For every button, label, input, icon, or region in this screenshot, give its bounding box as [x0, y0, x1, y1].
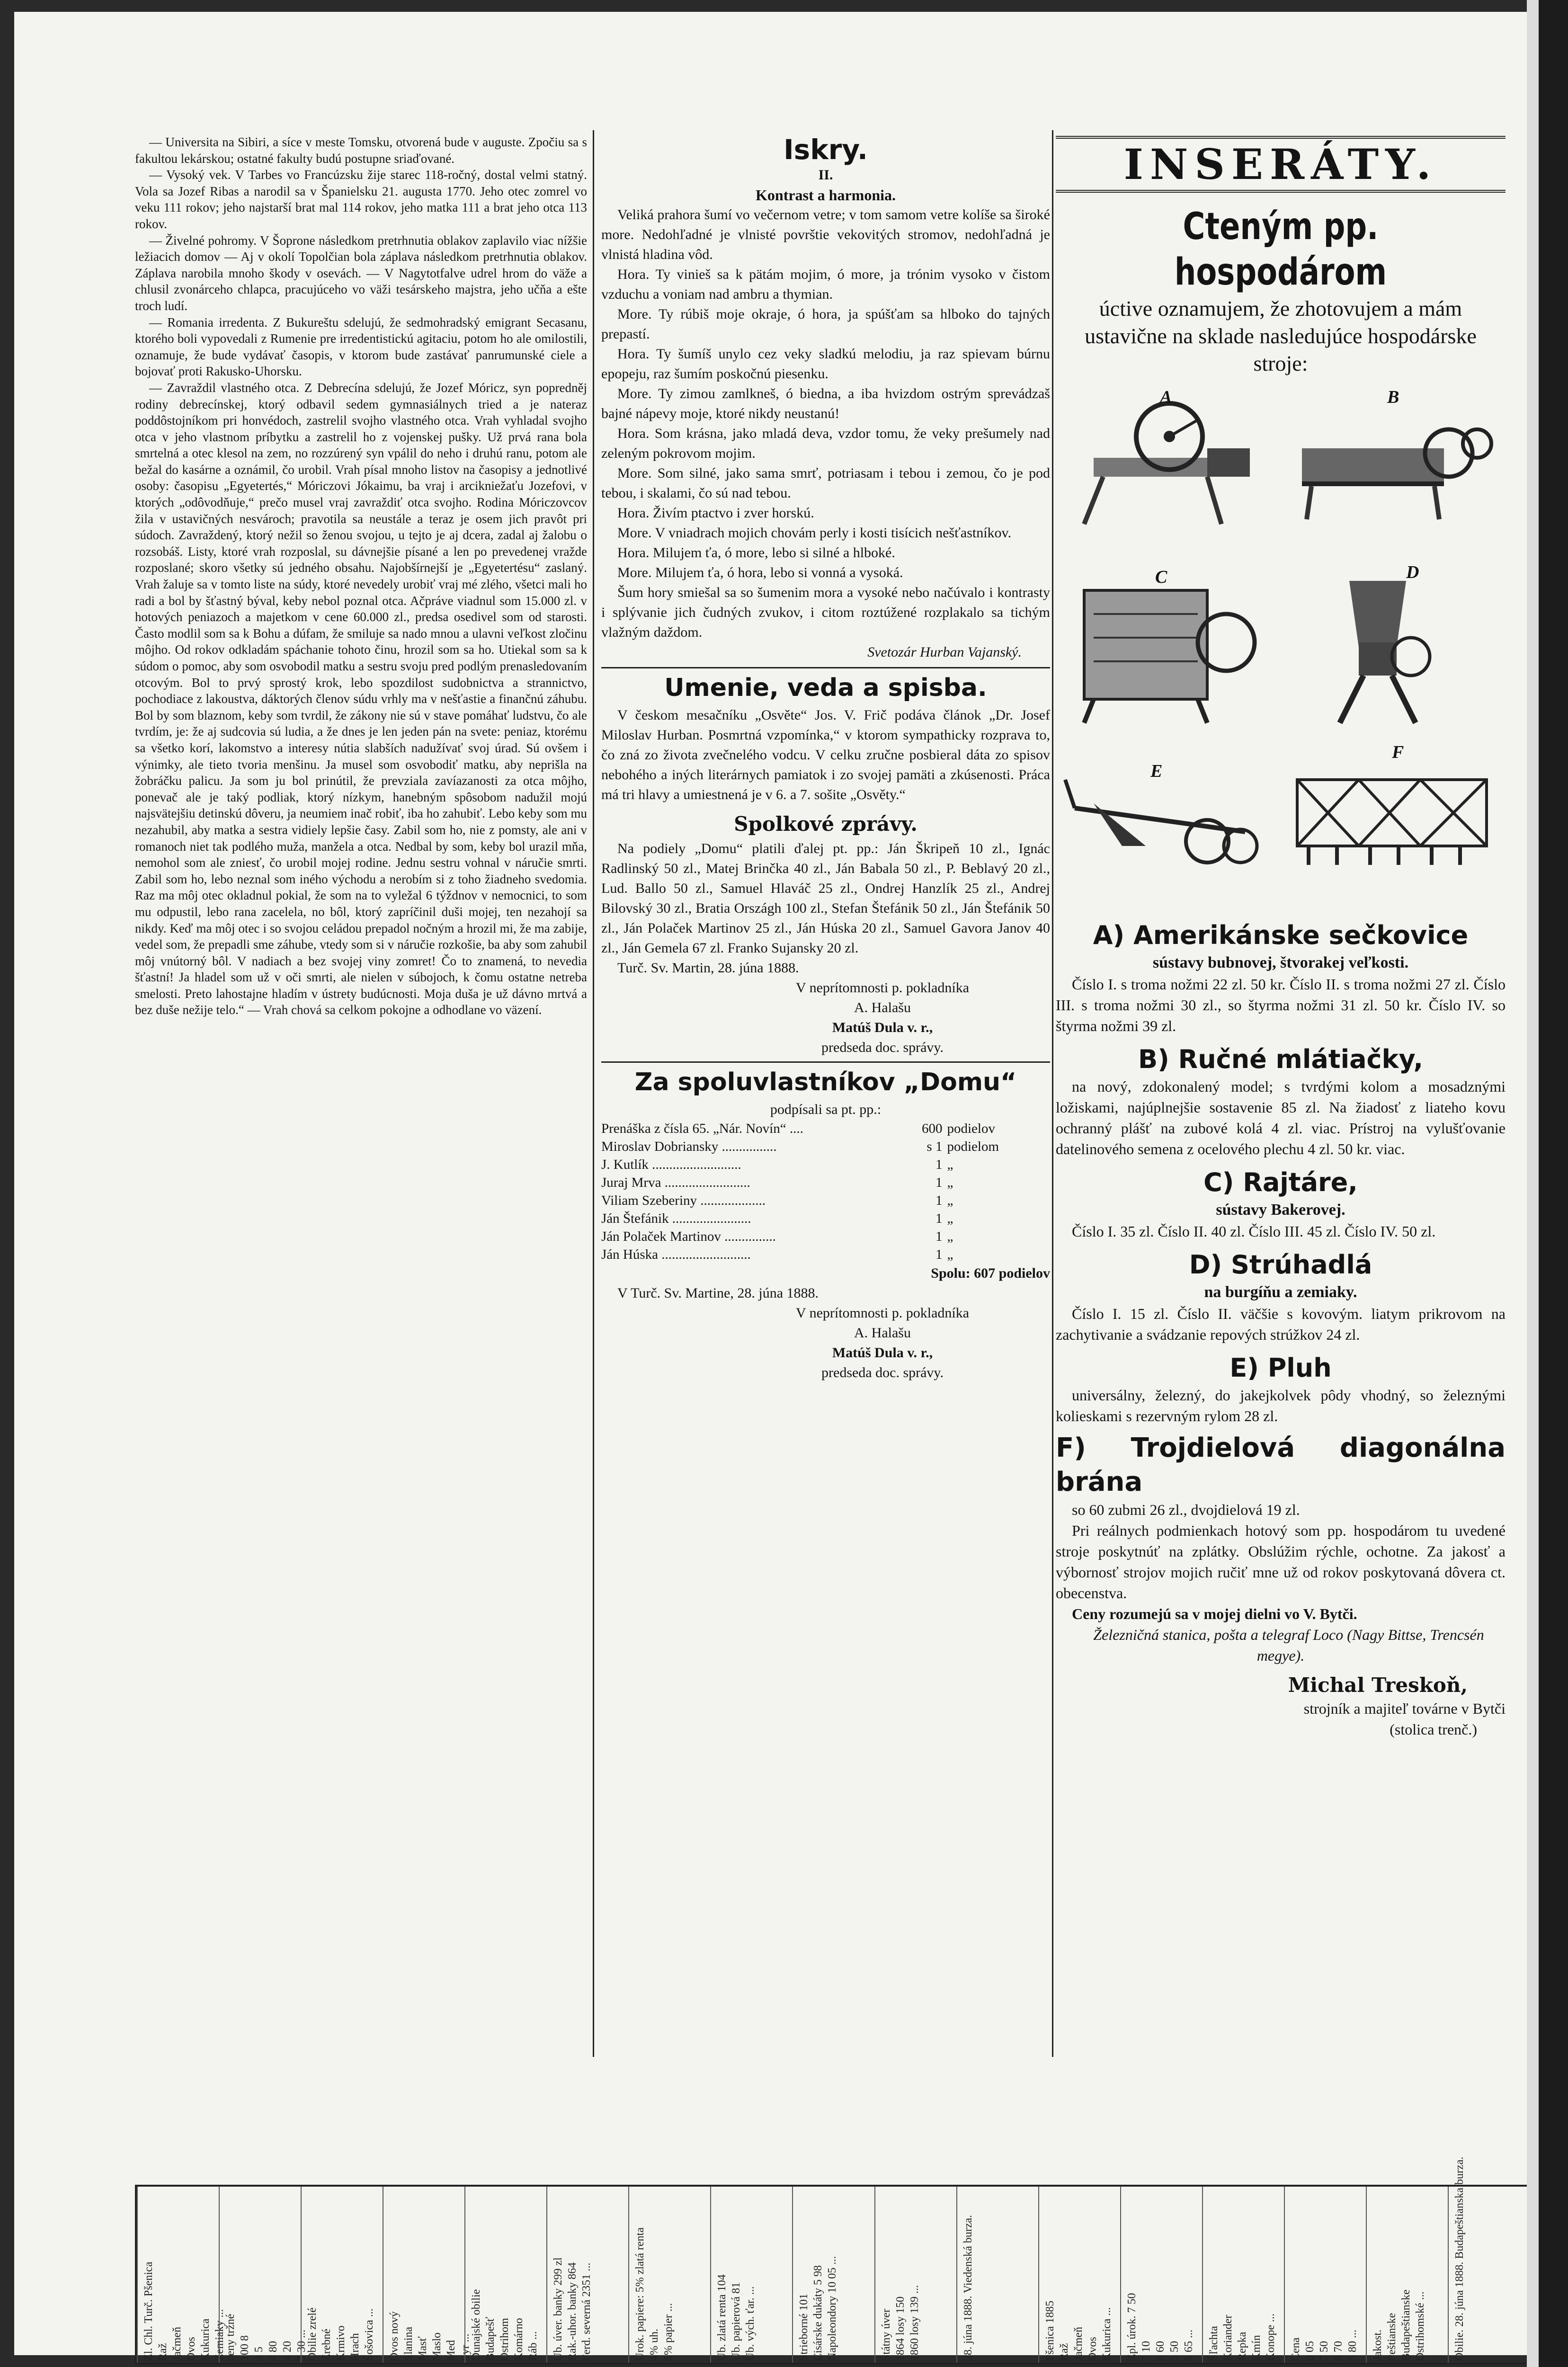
umenie-title: Umenie, veda a spisba.: [664, 674, 987, 702]
price-column-text: Šľachta Koriander Repka Kmín Konope ...: [1207, 2314, 1277, 2361]
ad-b-title: B) Ručné mlátiačky,: [1138, 1044, 1423, 1074]
dom-total: Spolu: 607 podielov: [931, 1265, 1050, 1281]
price-column-text: Strieborné 101 Cisárske dukáty 5 98 Napoleondory 10 05 ...: [798, 2256, 839, 2361]
iskry-number: II.: [818, 167, 833, 183]
column-rule: [1052, 130, 1053, 2057]
iskry-text: [601, 205, 1050, 642]
winnowing-machine-illustration: [1065, 567, 1269, 728]
chaff-cutter-illustration: [1065, 387, 1269, 529]
ad-e-title: E) Pluh: [1229, 1353, 1332, 1383]
table-row: Ján Štefánik ....................... 1 „: [601, 1211, 953, 1226]
machine-label: F: [1392, 742, 1404, 762]
news-item-disasters: — Živelné pohromy. V Šoprone následkom pretrhnutia oblakov zaplavilo viac nížšie ležiacich domov — Aj v okolí Topolčian bola záplava následkom pretrhnutia oblakov. Záplava narobila mnoho škody v osevách. — V Nagytotfalve udrel hrom do väže a chlusil zvonárceho chlapca, pracujúceho vo väži tesárskeho majstra, jeho učňa a ešte troch ludí.: [135, 233, 587, 313]
ad-prices-note: Ceny rozumejú sa v mojej dielni vo V. Bytči.: [1072, 1605, 1357, 1622]
iskry-paragraph: More. Ty rúbiš moje okraje, ó hora, ja spúšťam sa hlboko do tajných prepastí.: [601, 306, 1050, 342]
price-column-text: Obilie zrelé Zrebné Krmivo Hrach Šošovica ...: [306, 2307, 376, 2361]
price-column-text: Ub. úver. banky 299 zl Rak.-uhor. banky 864 Ferd. severná 2351 ...: [552, 2257, 593, 2361]
price-column-text: Zl. Chl. Turč. Pšenica Raž Jačmeň Ovos Kukurica Zemiaky ...: [143, 2261, 226, 2361]
spolok-place: Turč. Sv. Martin, 28. júna 1888.: [617, 960, 799, 976]
price-column: [1120, 2187, 1203, 2363]
price-column-text: Obilie. 28. júna 1888. Budapeštianska burza.: [1453, 2156, 1466, 2361]
harrow-illustration: [1288, 742, 1496, 884]
ads-body: [1056, 919, 1506, 1740]
machine-label: E: [1150, 761, 1163, 781]
price-column-text: Cena 8 05 7 50 6 70 5 80 ...: [1289, 2330, 1359, 2361]
dom-sign-line: predseda doc. správy.: [821, 1365, 944, 1380]
machine-label: D: [1406, 562, 1419, 582]
column-rule: [593, 130, 594, 2057]
section-rule: [601, 1061, 1050, 1063]
price-column: [1366, 2187, 1449, 2363]
ad-owner-line: strojník a majiteľ továrne v Bytči: [1303, 1700, 1506, 1717]
ad-title: Cteným pp. hospodárom: [1174, 205, 1387, 294]
dom-sign-name: Matúš Dula v. r.,: [832, 1345, 933, 1361]
price-column-text: Ovos nový Slanina Masť Maslo Med Syr ...: [388, 2311, 472, 2361]
umenie-text: V českom mesačníku „Osvěte“ Jos. V. Frič podáva článok „Dr. Josef Miloslav Hurban. Posmrtná vzpomínka,“ v ktorom sympathicky rozprava to, čo zná zo života zvečnelého vodcu. V celku zručne posbieral dáta zo spisov nebohého a iných literárnych pamiatok i zo svojej pamäti a zkúsenosti. Práca má tri hlavy a umiestnená je v 6. a 7. sošite „Osvěty.“: [601, 707, 1050, 802]
iskry-paragraph: More. Ty zimou zamlkneš, ó biedna, a iba hvizdom ostrým sprevádzaš bajné nápevy moje, ktoré nikdy neustanú!: [601, 386, 1050, 421]
price-column: [1202, 2187, 1285, 2363]
ad-a-subtitle: sústavy bubnovej, štvorakej veľkosti.: [1152, 954, 1409, 971]
news-item-university: — Universita na Sibiri, a síce v meste Tomsku, otvorená bude v auguste. Zpočiu sa s fakultou lekárskou; ostatné fakulty budú postupne sriaďované.: [135, 135, 587, 166]
price-column: [137, 2187, 226, 2363]
spolok-sign-line: A. Halašu: [854, 1000, 911, 1015]
price-column: [956, 2187, 1039, 2363]
ad-f-text: so 60 zubmi 26 zl., dvojdielová 19 zl.: [1072, 1501, 1300, 1518]
table-row: Ján Polaček Martinov ............... 1 „: [601, 1229, 953, 1244]
price-column: [628, 2187, 711, 2363]
dom-table: [601, 1120, 1050, 1264]
ad-d-text: Číslo I. 15 zl. Číslo II. väčšie s kovovým. liatym prikrovom na zachytivanie a svádzanie repových strúžkov 24 zl.: [1056, 1305, 1506, 1343]
ad-d-title: D) Strúhadlá: [1189, 1250, 1372, 1280]
root-grater-illustration: [1292, 562, 1496, 728]
ad-c-subtitle: sústavy Bakerovej.: [1216, 1201, 1345, 1219]
price-column: [1448, 2156, 1531, 2363]
plough-illustration: [1065, 751, 1269, 884]
table-row: Miroslav Dobriansky ................ s 1 podielom: [601, 1139, 999, 1154]
price-column: [464, 2187, 547, 2363]
ad-e-text: universálny, železný, do jakejkolvek pôdy vhodný, so železnými kolieskami s rezervným rylom 28 zl.: [1056, 1387, 1506, 1424]
market-price-table: [135, 2156, 1532, 2365]
table-row: Viliam Szeberiny ................... 1 „: [601, 1193, 953, 1208]
spolok-sign-line: V neprítomnosti p. pokladníka: [795, 980, 970, 996]
news-item-romania: — Romania irredenta. Z Bukureštu sdelujú, že sedmohradský emigrant Secasanu, ktorého boli vypovedali z Rumenie pre irredentistickú agitaciu, potom ho ale omilostili, oznamuje, že bude vydávať časopis, v ktorom bude zastávať panrumunské ciele a bojovať proti Rakusko-Uhorsku.: [135, 315, 587, 379]
iskry-paragraph: Hora. Milujem ťa, ó more, lebo si silné a hlboké.: [617, 545, 895, 561]
iskry-subtitle: Kontrast a harmonia.: [756, 187, 896, 204]
iskry-paragraph: More. V vniadrach mojich chovám perly i kosti tisícich nešťastníkov.: [617, 525, 1012, 541]
iskry-paragraph: More. Som silné, jako sama smrť, potriasam i tebou i zemou, čo je pod tebou, i skalami, čo sú nad tebou.: [601, 465, 1050, 501]
machine-label: C: [1155, 567, 1167, 587]
price-column-text: Zpl. úrok. 7 50 7 10 6 60 5 50 5 65 ...: [1125, 2293, 1195, 2361]
price-column: [219, 2187, 308, 2363]
iskry-paragraph: Hora. Som krásna, jako mladá deva, vzdor tomu, že veky prešumely nad zeleným pokrovom mojim.: [601, 426, 1050, 461]
ad-d-subtitle: na burgíňu a zemiaky.: [1204, 1283, 1357, 1301]
dom-sign-line: V neprítomnosti p. pokladníka: [795, 1305, 970, 1321]
price-column: [792, 2187, 875, 2363]
price-column: [1284, 2187, 1367, 2363]
price-column: [1038, 2187, 1121, 2363]
machine-label: A: [1160, 387, 1172, 407]
price-column: [301, 2187, 383, 2363]
newspaper-page: [14, 12, 1527, 2361]
page-edge-shadow: [1539, 0, 1568, 2367]
dom-sign-line: A. Halašu: [854, 1325, 911, 1341]
price-column-text: Ub. zlatá renta 104 Ub. papierová 81 Ub. vých. ťar. ...: [716, 2274, 757, 2361]
ad-owner-name: Michal Treskoň,: [1288, 1673, 1468, 1697]
ad-intro: úctive oznamujem, že zhotovujem a mám ustavične na sklade nasledujúce hospodárske stroje:: [1085, 296, 1477, 375]
spolok-sign-name: Matúš Dula v. r.,: [832, 1020, 933, 1035]
spolok-sign-line: predseda doc. správy.: [821, 1040, 944, 1055]
price-column-text: Dunajské obilie Budapešť Ostrihom Komárno Ráb ...: [470, 2289, 540, 2361]
price-column-text: ceny tržné 100 8 4 5 4 80 4 20 3 30 ...: [224, 2314, 308, 2361]
middle-column: [601, 134, 1050, 1383]
threshing-machine-illustration: [1292, 387, 1496, 529]
iskry-paragraph: Hora. Ty šumíš unylo cez veky sladkú melodiu, ja raz spievam búrnu epopeju, raz šumím poskočnú piesenku.: [601, 346, 1050, 382]
price-column-text: Jakost. Peštianske Budapeštianske Ostrihomské ...: [1371, 2289, 1426, 2361]
inseraty-column: [1056, 136, 1506, 1740]
table-row: J. Kutlík .......................... 1 „: [601, 1157, 953, 1172]
dom-place: V Turč. Sv. Martine, 28. júna 1888.: [617, 1285, 819, 1301]
ad-c-text: Číslo I. 35 zl. Číslo II. 40 zl. Číslo III. 45 zl. Číslo IV. 50 zl.: [1072, 1223, 1436, 1240]
price-column-text: Štátny úver 1864 losy 150 1860 losy 139 ...: [880, 2285, 921, 2361]
iskry-paragraph: Šum hory smiešal sa so šumenim mora a vysoké nebo načúvalo i kontrasty i splývanie jich čudných zvukov, i citom roztúžené rozplakalo sa tichým vlažným daždom.: [601, 585, 1050, 640]
news-item-murder: — Zavraždil vlastného otca. Z Debrecína sdelujú, že Jozef Móricz, syn popredněj rodiny debrecínskej, ktorý odbavil sedem gymnasiálnych tried a je nateraz poddôstojníkom pri honvédoch, zastrelil svojho vlastného otca. Vrah vyhladal svojho otca v jeho vlastnom príbytku a zastrelil ho z vojenskej pušky. Už prvá rana bola smrtelná a otec klesol na zem, no rozzúrený syn vpálil do neho i druhú ranu, potom ale bežal do kasárne a oznámil, čo urobil. Vrah písal mnoho listov na časopisy a jednotlivé osoby: časopisu „Egyetertés,“ Móriczovi Jókaimu, ba vraj i arcikniežaťu Jozefovi, v ktorých „odôvodňuje,“ prečo musel vraj zavraždiť otca svojho. Rodina Móriczovcov žila v ustavičných nesvároch; pravotila sa neustále a teraz je osem jich pravôt pri súdoch. Zavraždený, ktorý nežil so ženou svojou, u tejto je aj dcera, zadal aj žalobu o rozsobáš. Listy, ktoré vrah rozposlal, su dávnejšie písané a len po prevedenej vražde rozposlané; skoro všetky sú jedného obsahu. Najobšírnejší je „Egyetertésu“ zaslaný. Vrah žaluje sa v tomto liste na súdy, ktoré nevedely urobiť vraj mé zlého, všetci mali ho radi a bol by šťastný býval, keby nebol poznal otca. Ačpráve viadnul som 15.000 zl. v hotových peniazoch a majetkom v cene 60.000 zl., predsa osedivel som od starosti. Často modlil som sa k Bohu a dúfam, že smiluje sa nado mnou a ulavni veľkost zločinu môjho. Od rokov odkladám spáchanie tohoto činu, hrozil som sa ho. Utiekal som sa k súdom o pomoc, aby som osvobodil matku a sestru svoju pred podlým prenasledovaním otcovým. Bol to prvý sprostý krok, lebo spozdilost sudobnictva a strannictvo, pochodiace z lakoustva, dáktorých členov súdu vrhly ma v nešťastie a finančnú záhubu. Bol by som blaznom, keby som tvrdil, že zákony nie sú v stave pomáhať ludstvu, čo ale tvrdím, je: že aj sudcovia sú ludia, a že dnes je len jeden pán na svete: peniaz, ktorému sa všetko korí, lakomstvo a interesy nútia slabších nadužívať svoj úrad. Sú ovšem i výnimky, ale tieto tvoria menšinu. Ja musel som osvobodiť matku, aby neprišla na žobráčku palicu. Ja som ju bol prinútil, že prevziala zavíazanosti za otca môjho, ponevač ale je taký podliak, ktorý nízkym, hanebným spôsobom nadužil mojú najsvätejšiu detinskú dôveru, ja neumiem inač robiť, iba ho zahubiť. Lebo keby som mu nezahubil, aby matka a sestra vidiely lepšie časy. Zabil som ho, nie z pomsty, ale ani v romanoch niet tak podlého muža, manžela a otca. Nedbal by som, keby bol urazil mňa, nemohol som ale zniesť, čo urobil mojej rodine. Jednu sestru vohnal v náručie smrti. Zabil som ho, lebo neznal som iného východu a nerobím si z toho žiadneho svedomia. Raz ma môj otec okladnul pokial, že som na to vyležal 6 týždnov v nemocnici, to som mu odpustil, lebo rana zacelela, no bôl, ktorý zapríčinil duši mojej, ten nezahojí sa nikdy. Keď ma môj otec i so svojou celádou prepadol nočným a hrozil mi, že ma zabije, vedel som, že prepadli sme záhube, vtedy som si v náručie rozkošie, ba aby som zahubil môj vnútorný bôl. V nadiach a bez svojej viny zomret! Čo to znamená, to nevedia šťastní! Ja hladel som už v oči smrti, ale nielen v súbojoch, k čomu ostatne netreba smelosti. Preto lahostajne hladím v ústrety budúcnosti. Moja duša je už dávno mrtvá a bez duše nežije telo.“ — Vrah chová sa celkom pokojne a odhodlane vo väzení.: [135, 380, 587, 1017]
ad-b-text: na nový, zdokonalený model; s tvrdými kolom a mosadznými ložiskami, najúplnejšie sostavenie 85 zl. Na žiadosť z liateho kovu ochranný plášť na zubové kolá 4 zl. viac. Prístroj na vylušťovanie datelinového semena z ocelového plechu 4 zl. 50 kr. viac.: [1056, 1078, 1506, 1157]
price-column: [383, 2187, 472, 2363]
price-column-text: 28. júna 1888. Viedenská burza.: [962, 2215, 974, 2361]
dom-subtitle: podpísali sa pt. pp.:: [770, 1102, 882, 1117]
price-column-text: Úrok. papiere: 5% zlatá renta 4% uh. 5% papier ...: [634, 2227, 675, 2361]
iskry-paragraph: Hora. Živím ptactvo i zver horskú.: [617, 505, 814, 521]
ad-f-title: F) Trojdielová diagonálna brána: [1056, 1433, 1506, 1497]
table-row: Juraj Mrva ......................... 1 „: [601, 1175, 953, 1190]
ad-c-title: C) Rajtáre,: [1203, 1167, 1358, 1197]
machine-label: B: [1387, 387, 1399, 407]
price-column: [546, 2187, 629, 2363]
section-rule: [601, 667, 1050, 668]
iskry-signature: Svetozár Hurban Vajanský.: [867, 644, 1022, 660]
machines-illustration: [1056, 387, 1506, 912]
price-column: [874, 2187, 957, 2363]
inseraty-header: INSERÁTY.: [1056, 136, 1506, 193]
ad-a-text: Číslo I. s troma nožmi 22 zl. 50 kr. Číslo II. s troma nožmi 27 zl. Číslo III. s troma nožmi 30 zl., so štyrma nožmi 31 zl. 50 kr. Číslo IV. so štyrma nožmi 39 zl.: [1056, 976, 1506, 1034]
dom-title: Za spoluvlastníkov „Domu“: [634, 1068, 1017, 1096]
ad-owner-line: (stolica trenč.): [1390, 1721, 1477, 1738]
iskry-paragraph: More. Milujem ťa, ó hora, lebo si vonná a vysoká.: [617, 565, 903, 580]
iskry-title: Iskry.: [784, 133, 868, 166]
ad-a-title: A) Amerikánske sečkovice: [1093, 920, 1469, 950]
price-column: [710, 2187, 793, 2363]
table-row: Ján Húska .......................... 1 „: [601, 1247, 953, 1262]
iskry-paragraph: Hora. Ty vinieš sa k pätám mojim, ó more, ja trónim vysoko v čistom vzduchu a voniam nad ambru a thymian.: [601, 267, 1050, 302]
iskry-paragraph: Veliká prahora šumí vo večernom vetre; v tom samom vetre kolíše sa široké more. Nedohľadné je vlnisté površtie vekovitých stromov, nedohľadná je vlnistá hladina vôd.: [601, 207, 1050, 262]
news-column: [135, 134, 587, 1018]
spolok-title: Spolkové zprávy.: [734, 812, 918, 836]
news-item-old-age: — Vysoký vek. V Tarbes vo Francúzsku žije starec 118-ročný, dostal velmi statný. Vola sa Jozef Ribas a narodil sa v Španielsku 21. augusta 1770. Jeho otec zomrel vo veku 111 rokov; jeho najstarší brat mal 114 rokov, jeho matka 111 a brat jeho otca 113 rokov.: [135, 168, 587, 231]
ad-f-text: Pri reálnych podmienkach hotový som pp. hospodárom tu uvedené stroje poskytnúť na zplátky. Obslúžim rýchle, ochotne. Za jakosť a výbornosť strojov mojich ručiť mne už od rokov poskytovaná dôvera ct. obecenstva.: [1056, 1522, 1506, 1602]
price-column-text: Pšenica 1885 Raž Jačmeň Ovos Kukurica ...: [1043, 2300, 1113, 2361]
ad-station-note: Železničná stanica, pošta a telegraf Loco (Nagy Bittse, Trencsén megye).: [1093, 1626, 1484, 1664]
spolok-text: Na podiely „Domu“ platili ďalej pt. pp.: Ján Škripeň 10 zl., Ignác Radlinský 50 zl., Matej Brinčka 40 zl., Ján Babala 50 zl., P. Beblavý 20 zl., Lud. Ballo 50 zl., Samuel Hlaváč 25 zl., Ondrej Hanzlík 25 zl., Andrej Bilovský 30 zl., Bratia Országh 100 zl., Stefan Štefánik 50 zl., Ján Štefánik 50 zl., Ján Polaček Martinov 25 zl., Ján Húska 20 zl., Samuel Gavora Janov 40 zl., Ján Gemela 67 zl. Franko Sujansky 20 zl.: [601, 841, 1050, 956]
table-row: Prenáška z čísla 65. „Nár. Novín“ .... 600 podielov: [601, 1121, 995, 1136]
